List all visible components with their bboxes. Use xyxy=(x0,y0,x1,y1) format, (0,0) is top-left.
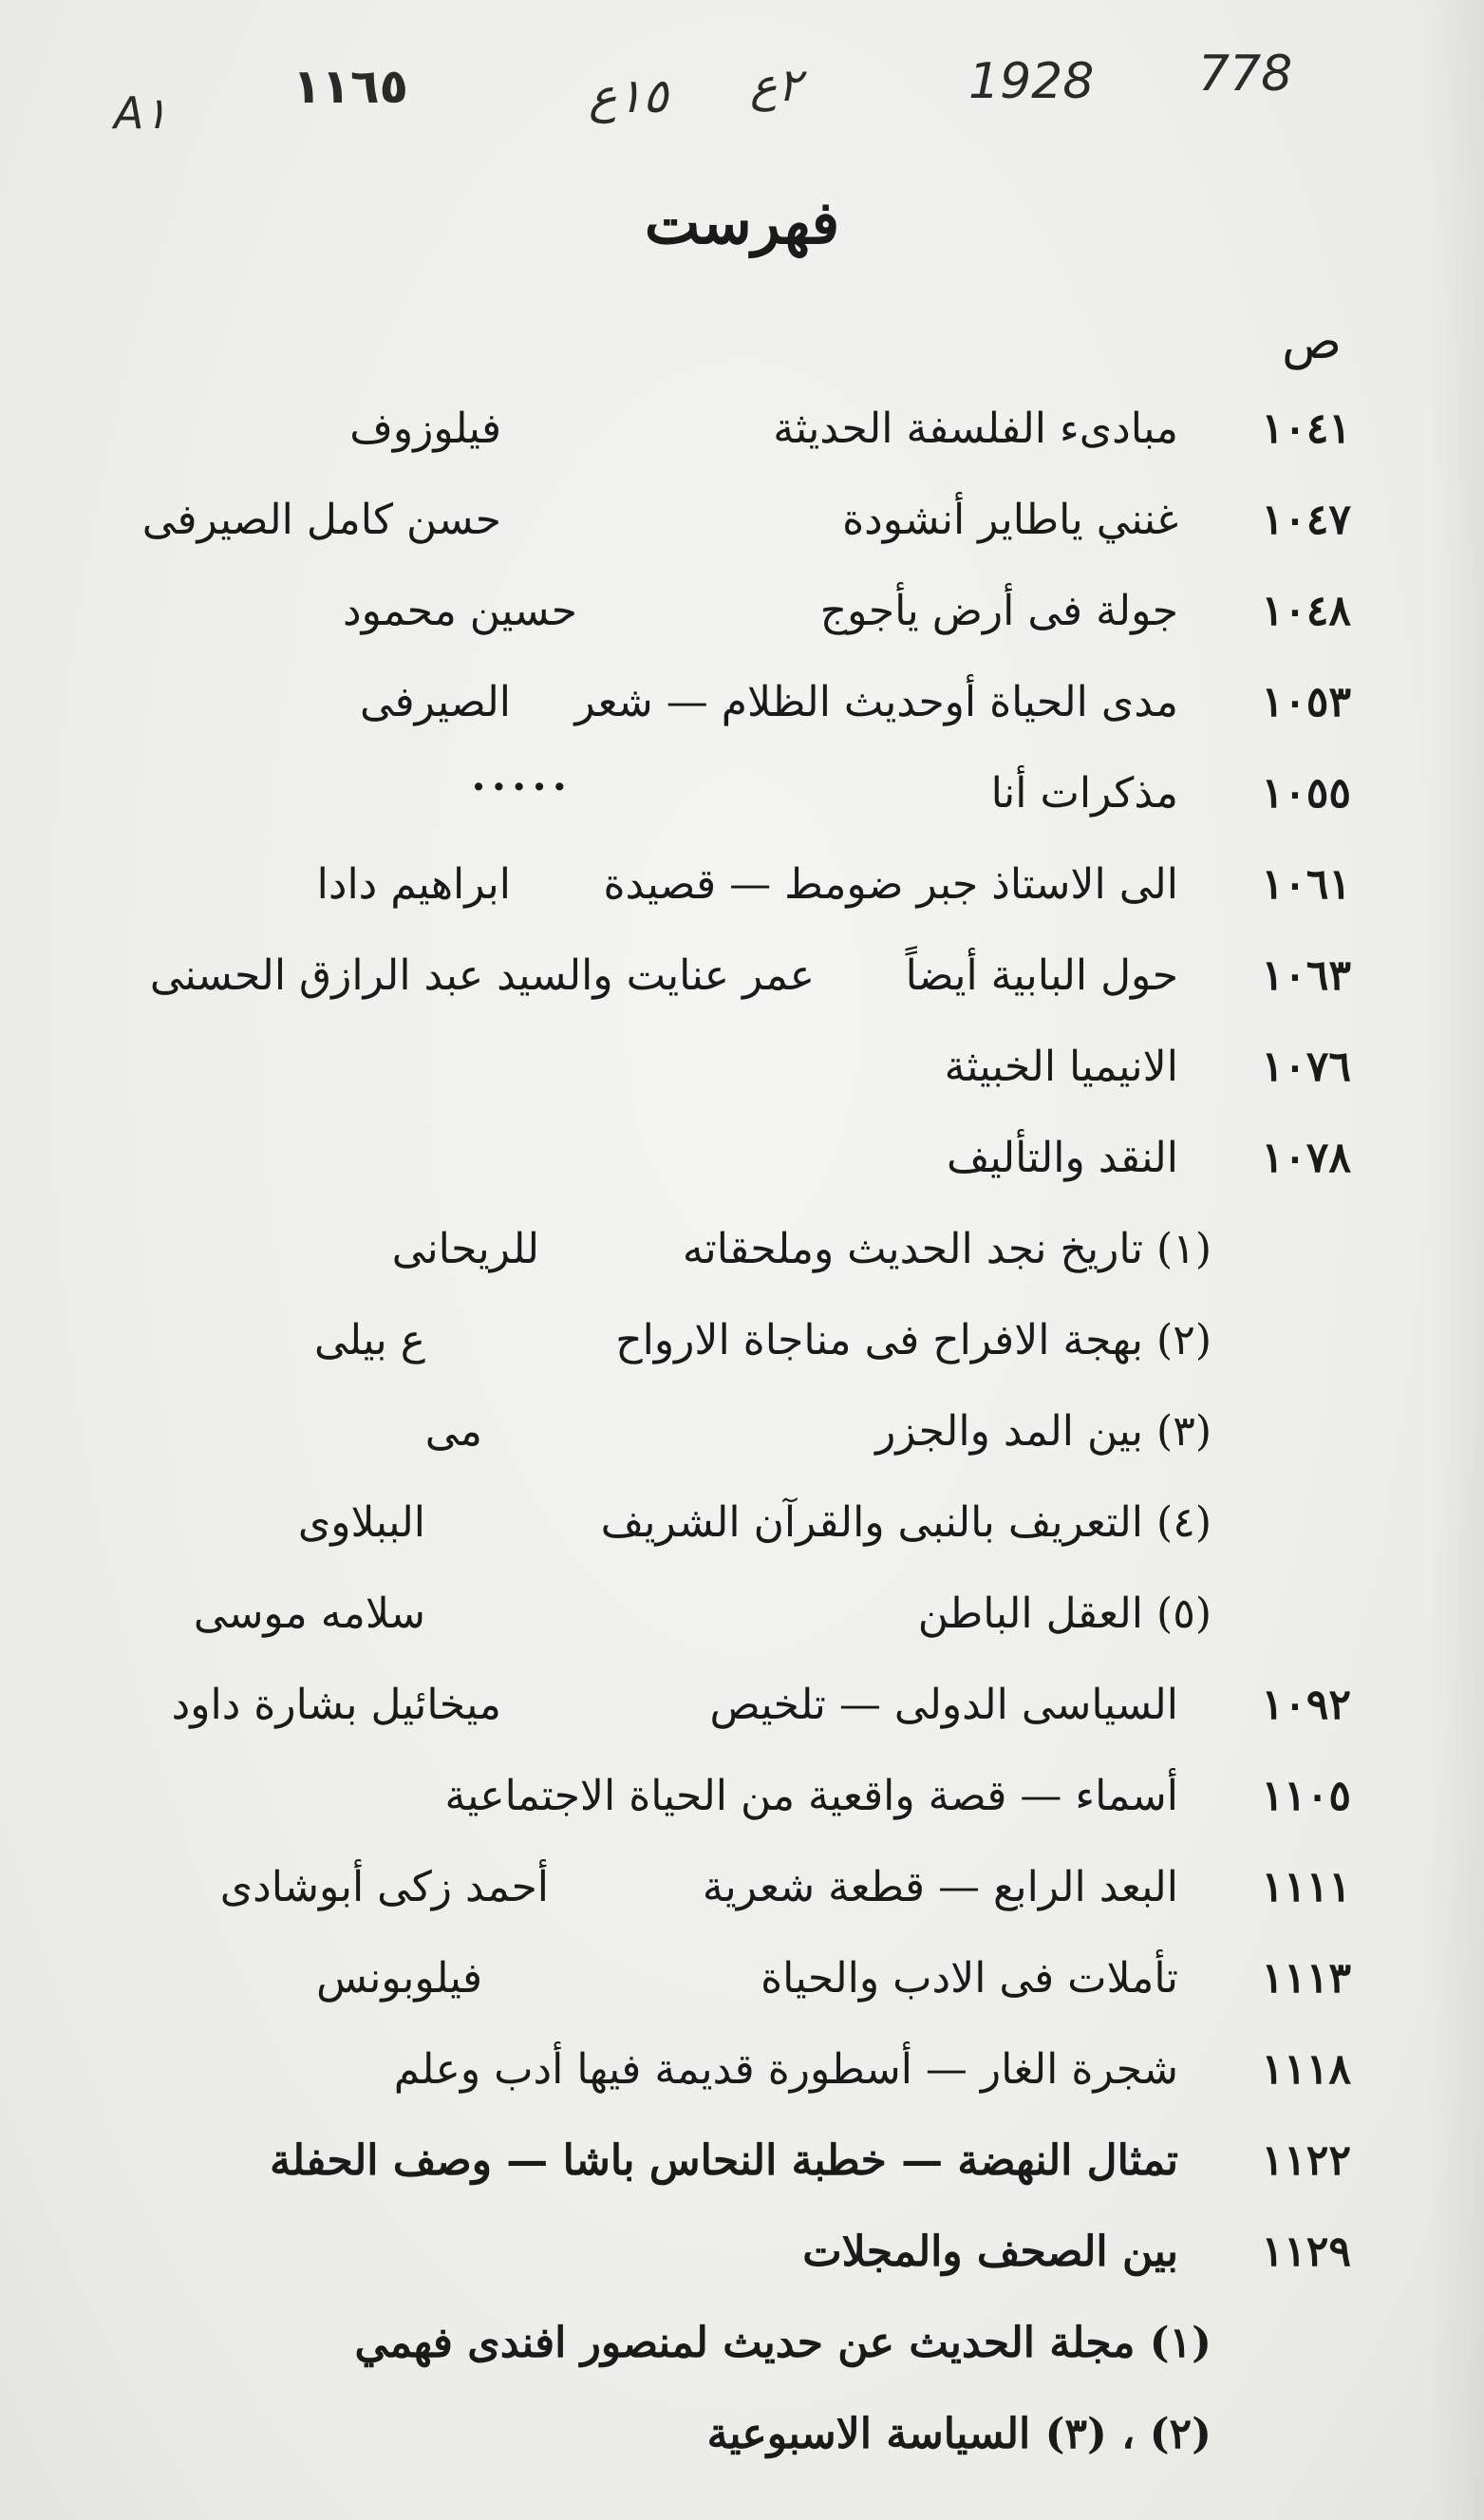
toc-title: مدى الحياة أوحديث الظلام — شعر xyxy=(574,678,1178,726)
toc-subentry xyxy=(0,1481,1484,1572)
toc-entry xyxy=(0,843,1484,934)
toc-title: تمثال النهضة — خطبة النحاس باشا — وصف الحفلة xyxy=(270,2136,1178,2185)
toc-author: فيلوزوف xyxy=(349,404,501,453)
toc-title: البعد الرابع — قطعة شعرية xyxy=(702,1863,1178,1911)
toc-title: (٤) التعريف بالنبى والقرآن الشريف xyxy=(600,1498,1212,1547)
toc-title: مذكرات أنا xyxy=(990,769,1178,818)
toc-page-number: ١٠٧٨ xyxy=(1261,1134,1351,1182)
toc-entry xyxy=(0,1664,1484,1755)
toc-subentry xyxy=(0,1299,1484,1390)
toc-page-number: ١٠٤١ xyxy=(1261,404,1351,453)
toc-title: جولة فى أرض يأجوج xyxy=(819,587,1178,635)
toc-title: (١) مجلة الحديث عن حديث لمنصور افندى فهمي xyxy=(354,2319,1212,2367)
handwritten-year: 1928 xyxy=(968,53,1095,110)
toc-page-number: ١١١٨ xyxy=(1261,2045,1351,2094)
toc-author: الببلاوى xyxy=(297,1498,425,1547)
handwritten-note-right: 778 xyxy=(1198,46,1293,103)
toc-entry xyxy=(0,1025,1484,1117)
toc-page-number: ١٠٩٢ xyxy=(1261,1681,1351,1729)
toc-entry xyxy=(0,752,1484,843)
toc-page-number: ١١٢٢ xyxy=(1261,2136,1351,2185)
toc-entry xyxy=(0,479,1484,570)
toc-title: الانيميا الخبيثة xyxy=(944,1043,1178,1091)
toc-author: ابراهيم دادا xyxy=(316,860,511,909)
toc-entry xyxy=(0,2210,1484,2302)
toc-title: (١) تاريخ نجد الحديث وملحقاته xyxy=(682,1225,1212,1273)
toc-title: مبادىء الفلسفة الحديثة xyxy=(773,404,1178,453)
toc-title: (٢) بهجة الافراح فى مناجاة الارواح xyxy=(615,1316,1212,1364)
page-title: فهرست xyxy=(644,188,840,257)
toc-title: (٣) بين المد والجزر xyxy=(875,1407,1212,1456)
toc-page-number: ١١١١ xyxy=(1261,1863,1351,1911)
toc-title: (٢) ، (٣) السياسة الاسبوعية xyxy=(706,2410,1212,2458)
toc-author: الصيرفى xyxy=(359,678,511,726)
toc-page-number: ١٠٧٦ xyxy=(1261,1043,1351,1091)
toc-entry xyxy=(0,1937,1484,2028)
toc-entry xyxy=(0,934,1484,1025)
toc-page-number: ١٠٥٥ xyxy=(1261,769,1351,818)
toc-page-number: ١٠٦١ xyxy=(1261,860,1351,909)
toc-subentry xyxy=(0,1390,1484,1481)
toc-page-number: ١٠٦٣ xyxy=(1261,951,1351,1000)
toc-page-number: ١١٠٥ xyxy=(1261,1772,1351,1820)
page-column-label: ص xyxy=(1282,313,1342,370)
toc-page-number: ١٠٤٧ xyxy=(1261,496,1351,544)
toc-author: أحمد زكى أبوشادى xyxy=(219,1863,549,1911)
toc-author: للريحانى xyxy=(391,1225,539,1273)
toc-author: ميخائيل بشارة داود xyxy=(171,1681,501,1729)
toc-title: غنني ياطاير أنشودة xyxy=(842,496,1178,544)
toc-entry xyxy=(0,1117,1484,1208)
toc-subentry xyxy=(0,1208,1484,1299)
toc-entry xyxy=(0,1846,1484,1937)
toc-title: النقد والتأليف xyxy=(946,1134,1178,1182)
toc-subentry xyxy=(0,2302,1484,2393)
toc-title: أسماء — قصة واقعية من الحياة الاجتماعية xyxy=(444,1772,1178,1820)
toc-title: تأملات فى الادب والحياة xyxy=(761,1954,1178,2003)
toc-page-number: ١١٢٩ xyxy=(1261,2228,1351,2276)
handwritten-note-mid: ١٥ع xyxy=(589,68,668,123)
toc-author: سلامه موسى xyxy=(193,1589,425,1638)
toc-title: (٥) العقل الباطن xyxy=(917,1589,1212,1638)
toc-title: السياسى الدولى — تلخيص xyxy=(709,1681,1178,1729)
toc-author: ع بيلى xyxy=(313,1316,425,1364)
handwritten-note-mid2: ٢ع xyxy=(750,59,802,112)
toc-subentry xyxy=(0,2393,1484,2484)
toc-author: عمر عنايت والسيد عبد الرازق الحسنى xyxy=(149,951,815,1000)
toc-entry xyxy=(0,570,1484,661)
scan-shadow-edge xyxy=(1427,0,1484,2520)
toc-subentry xyxy=(0,1572,1484,1664)
toc-author: حسين محمود xyxy=(343,587,577,635)
toc-author-ellipsis: ..... xyxy=(471,752,573,800)
toc-entry xyxy=(0,1755,1484,1846)
toc-title: بين الصحف والمجلات xyxy=(802,2228,1178,2276)
toc-entry xyxy=(0,2119,1484,2210)
toc-author: مى xyxy=(424,1407,482,1456)
toc-title: الى الاستاذ جبر ضومط — قصيدة xyxy=(603,860,1178,909)
toc-page-number: ١١١٣ xyxy=(1261,1954,1351,2003)
toc-title: شجرة الغار — أسطورة قديمة فيها أدب وعلم xyxy=(393,2045,1178,2094)
toc-entry xyxy=(0,661,1484,752)
handwritten-note-left: A١ xyxy=(114,87,168,139)
toc-entry xyxy=(0,2028,1484,2119)
toc-page-number: ١٠٥٣ xyxy=(1261,678,1351,726)
handwritten-number: ١١٦٥ xyxy=(292,59,409,114)
toc-author: حسن كامل الصيرفى xyxy=(141,496,501,544)
toc-page-number: ١٠٤٨ xyxy=(1261,587,1351,635)
toc-author: فيلوبونس xyxy=(316,1954,482,2003)
toc-title: حول البابية أيضاً xyxy=(905,951,1178,1000)
toc-entry xyxy=(0,387,1484,479)
